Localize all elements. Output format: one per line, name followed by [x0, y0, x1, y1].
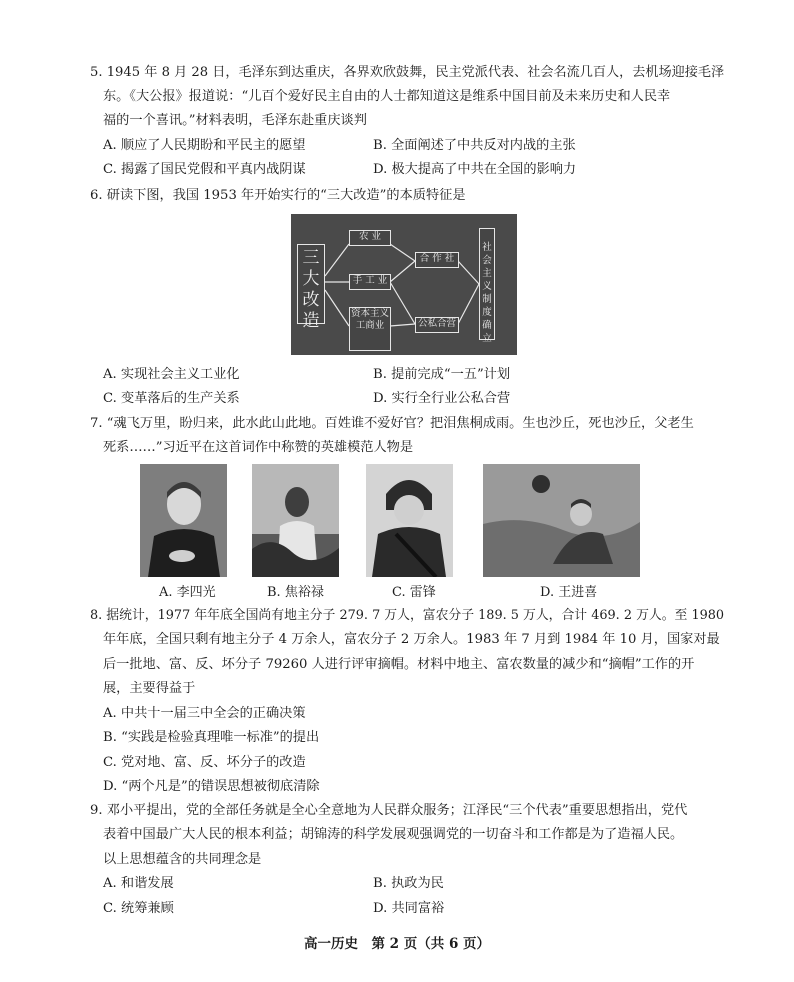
q7-line-1: 7. “魂飞万里，盼归来，此水此山此地。百姓谁不爱好官？把泪焦桐成雨。生也沙丘，死也沙丘，父老生 [90, 416, 694, 431]
portrait-photo-b [252, 464, 339, 577]
q5-option-a: A. 顺应了人民期盼和平民主的愿望 [103, 138, 306, 153]
photo-d [483, 464, 640, 577]
diagram-handicraft-box: 手 工 业 [349, 274, 391, 290]
q5-line-2: 东。《大公报》报道说：“儿百个爱好民主自由的人士都知道这是维系中国目前及未来历史和人民幸 [103, 89, 671, 104]
diagram-cooperative-box: 合 作 社 [415, 252, 459, 268]
q9-line-2: 表着中国最广大人民的根本利益；胡锦涛的科学发展观强调党的一切奋斗和工作都是为了造福人民。 [103, 827, 684, 842]
portrait-photo-c [366, 464, 453, 577]
q7-line-2: 死系……”习近平在这首词作中称赞的英雄模范人物是 [103, 440, 414, 455]
q9-line-1: 9. 邓小平提出，党的全部任务就是全心全意地为人民群众服务；江泽民“三个代表”重要思想指出，党代 [90, 803, 688, 818]
q5-option-b: B. 全面阐述了中共反对内战的主张 [373, 138, 576, 153]
q5-option-c: C. 揭露了国民党假和平真内战阴谋 [103, 162, 306, 177]
q6-option-a: A. 实现社会主义工业化 [103, 367, 240, 382]
q5-option-d: D. 极大提高了中共在全国的影响力 [373, 162, 577, 177]
q9-option-c: C. 统筹兼顾 [103, 901, 174, 916]
diagram-industry-commerce-box: 资本主义工商业 [349, 307, 391, 351]
q8-option-c: C. 党对地、富、反、坏分子的改造 [103, 755, 306, 770]
page-footer: 高一历史 第 2 页（共 6 页） [303, 936, 491, 952]
q8-line-1: 8. 据统计，1977 年年底全国尚有地主分子 279. 7 万人，富农分子 189. 5 万人，合计 469. 2 万人。至 1980 [90, 608, 725, 623]
q9-option-d: D. 共同富裕 [373, 901, 445, 916]
q9-option-a: A. 和谐发展 [103, 876, 174, 891]
photo-c [366, 464, 453, 577]
q6-option-c: C. 变革落后的生产关系 [103, 391, 240, 406]
q7-caption-a: A. 李四光 [159, 585, 216, 600]
q5-line-1: 5. 1945 年 8 月 28 日，毛泽东到达重庆，各界欢欣鼓舞，民主党派代表、社会名流几百人，去机场迎接毛泽 [90, 65, 725, 80]
q8-option-b: B. “实践是检验真理唯一标准”的提出 [103, 730, 320, 745]
q8-option-a: A. 中共十一届三中全会的正确决策 [103, 706, 306, 721]
photo-b [252, 464, 339, 577]
q5-line-3: 福的一个喜讯。”材料表明，毛泽东赴重庆谈判 [103, 113, 367, 128]
q8-line-2: 年年底，全国只剩有地主分子 4 万余人，富农分子 2 万余人。1983 年 7 月到 1984 年 10 月，国家对最 [103, 632, 720, 647]
diagram-main-box: 三大改造 [297, 244, 325, 324]
q8-line-3: 后一批地、富、反、坏分子 79260 人进行评审摘帽。材料中地主、富农数量的减少和“摘帽”工作的开 [103, 657, 695, 672]
q6-stem: 6. 研读下图，我国 1953 年开始实行的“三大改造”的本质特征是 [90, 188, 466, 203]
q8-line-4: 展，主要得益于 [103, 681, 196, 696]
q7-caption-d: D. 王进喜 [540, 585, 598, 600]
diagram-joint-venture-box: 公私合营 [415, 317, 459, 333]
q7-caption-b: B. 焦裕禄 [267, 585, 324, 600]
q9-line-3: 以上思想蕴含的共同理念是 [103, 852, 262, 867]
portrait-photo-d [483, 464, 640, 577]
portrait-photo-a [140, 464, 227, 577]
q6-option-d: D. 实行全行业公私合营 [373, 391, 511, 406]
q6-option-b: B. 提前完成“一五”计划 [373, 367, 511, 382]
photo-a [140, 464, 227, 577]
q9-option-b: B. 执政为民 [373, 876, 444, 891]
three-transformations-diagram [291, 214, 517, 355]
q8-option-d: D. “两个凡是”的错误思想被彻底清除 [103, 779, 320, 794]
diagram-socialism-box: 社会主义制度确立 [479, 228, 495, 340]
q7-caption-c: C. 雷锋 [392, 585, 436, 600]
diagram-agriculture-box: 农 业 [349, 230, 391, 246]
